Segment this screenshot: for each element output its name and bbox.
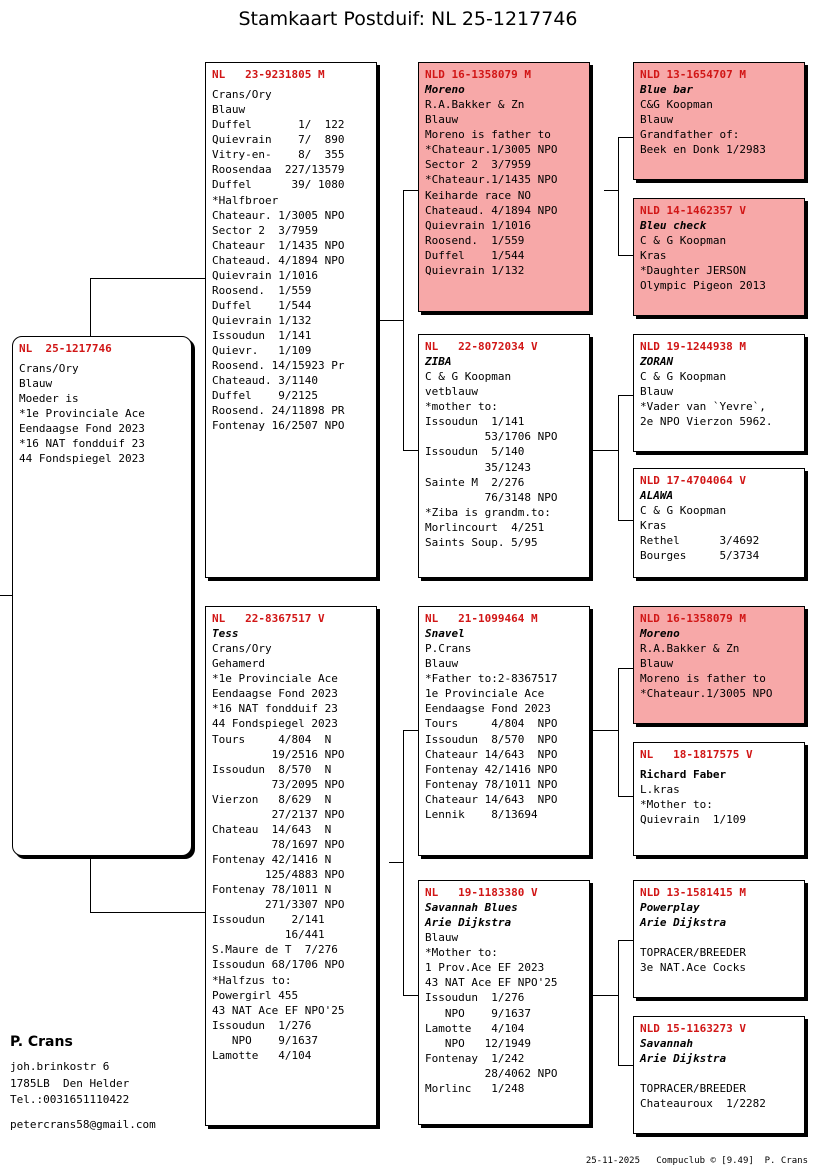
card-details <box>19 361 185 466</box>
detail-line: *16 NAT fondduif 23 <box>19 437 145 451</box>
card-details <box>212 87 370 433</box>
connector-g2b-vertical <box>618 395 619 520</box>
detail-line: Quievrain 1/109 <box>640 813 746 827</box>
connector-sire-vertical <box>403 190 404 450</box>
connector-sire-top <box>403 190 418 191</box>
card-details <box>425 930 583 1096</box>
pedigree-card-gen3-7[interactable] <box>633 1016 805 1134</box>
detail-line: Sainte M 2/276 <box>425 475 525 489</box>
pedigree-card-gen2-0[interactable] <box>418 62 590 312</box>
detail-line: Eendaagse Fond 2023 <box>19 422 145 436</box>
connector-g2d-vertical <box>618 940 619 1065</box>
card-details <box>425 97 583 278</box>
owner-address-line: joh.brinkostr 6 <box>10 1060 110 1073</box>
card-details <box>640 1066 798 1111</box>
ring-number: NL 23-9231805 M <box>212 68 325 81</box>
connector-dam-bottom <box>403 995 418 996</box>
connector-dam-top <box>403 730 418 731</box>
card-details <box>640 930 798 975</box>
connector-subject-top <box>90 278 205 279</box>
detail-line: Chateaud. 3/1140 <box>212 374 318 388</box>
pigeon-name: Snavel <box>425 627 465 641</box>
detail-line: vetblauw <box>425 385 478 399</box>
detail-line: Keiharde race NO <box>425 188 531 202</box>
detail-line: TOPRACER/BREEDER <box>640 946 746 960</box>
detail-line: Fontenay 16/2507 NPO <box>212 419 345 433</box>
connector-g2b-in <box>590 450 618 451</box>
detail-line: Vierzon 8/629 N <box>212 792 332 806</box>
detail-line: *Ziba is grandm.to: <box>425 505 551 519</box>
detail-line: P.Crans <box>425 642 472 656</box>
pigeon-name: Blue bar <box>640 83 693 97</box>
detail-line: C & G Koopman <box>640 504 727 518</box>
detail-line: Bourges 5/3734 <box>640 549 760 563</box>
detail-line: R.A.Bakker & Zn <box>640 642 740 656</box>
detail-line: Olympic Pigeon 2013 <box>640 279 766 293</box>
detail-line: NPO 9/1637 <box>212 1033 318 1047</box>
pedigree-card-gen3-4[interactable] <box>633 606 805 724</box>
detail-line: Saints Soup. 5/95 <box>425 535 538 549</box>
pedigree-card-gen2-2[interactable] <box>418 606 590 856</box>
detail-line: Roosend. 1/559 <box>425 233 525 247</box>
pigeon-name: Moreno <box>640 627 680 641</box>
ring-number: NLD 17-4704064 V <box>640 474 746 487</box>
detail-line: Chateauroux 1/2282 <box>640 1097 766 1111</box>
detail-line: *1e Provinciale Ace <box>212 672 338 686</box>
connector-g2d-top <box>618 940 633 941</box>
card-details <box>640 767 798 827</box>
detail-line: Issoudun 68/1706 NPO <box>212 958 345 972</box>
connector-dam-vertical <box>403 730 404 995</box>
detail-line: 76/3148 NPO <box>425 490 558 504</box>
pigeon-name: Bleu check <box>640 219 707 233</box>
detail-line: Blauw <box>425 931 459 945</box>
detail-line: Kras <box>640 249 667 263</box>
detail-line: Fontenay 42/1416 NPO <box>425 762 558 776</box>
card-details <box>640 97 798 157</box>
detail-line: Blauw <box>640 385 674 399</box>
ring-number: NLD 16-1358079 M <box>425 68 531 81</box>
pedigree-card-subject[interactable] <box>12 336 192 856</box>
detail-line: 1e Provinciale Ace <box>425 687 545 701</box>
pigeon-breeder: Arie Dijkstra <box>425 916 512 930</box>
detail-line: Crans/Ory <box>212 88 272 102</box>
detail-line: *mother to: <box>425 400 498 414</box>
detail-line: Fontenay 42/1416 N <box>212 853 332 866</box>
detail-line: 271/3307 NPO <box>212 898 345 912</box>
detail-line: Eendaagse Fond 2023 <box>212 687 338 701</box>
detail-line: 125/4883 NPO <box>212 868 345 882</box>
detail-line: Chateaur 14/643 NPO <box>425 792 558 806</box>
pedigree-card-gen3-6[interactable] <box>633 880 805 998</box>
connector-dam-in <box>389 862 403 863</box>
card-details <box>425 369 583 550</box>
detail-line: C&G Koopman <box>640 98 713 112</box>
detail-line: Quievr. 1/109 <box>212 344 312 358</box>
card-details <box>212 641 370 1063</box>
detail-line: 43 NAT Ace EF NPO'25 <box>425 976 558 990</box>
detail-line: *Halfbroer <box>212 193 279 207</box>
ring-number: NLD 13-1581415 M <box>640 886 746 899</box>
detail-line: Moeder is <box>19 392 79 406</box>
detail-line: Blauw <box>19 377 53 391</box>
connector-g2c-in <box>590 730 618 731</box>
detail-line: 53/1706 NPO <box>425 430 558 444</box>
pigeon-name: Savannah <box>640 1037 693 1051</box>
detail-line: 19/2516 NPO <box>212 747 345 761</box>
detail-line: C & G Koopman <box>640 370 727 384</box>
detail-line: Beek en Donk 1/2983 <box>640 143 766 157</box>
detail-line: Issoudun 1/141 <box>212 329 312 343</box>
detail-line: C & G Koopman <box>640 234 727 248</box>
pigeon-name: Moreno <box>425 83 465 97</box>
detail-line: Roosend. 14/15923 Pr <box>212 359 345 373</box>
detail-line: *Halfzus to: <box>212 973 292 987</box>
detail-line: Fontenay 1/242 <box>425 1051 525 1065</box>
connector-g2b-top <box>618 395 633 396</box>
page-title: Stamkaart Postduif: NL 25-1217746 <box>238 8 578 30</box>
detail-line: *Chateaur.1/1435 NPO <box>425 173 558 187</box>
detail-line: NPO 9/1637 <box>425 1006 531 1020</box>
pedigree-card-gen3-2[interactable] <box>633 334 805 452</box>
detail-line: Blauw <box>425 113 459 127</box>
connector-g2a-top <box>618 137 633 138</box>
detail-line: Issoudun 1/276 <box>212 1018 312 1032</box>
detail-line: R.A.Bakker & Zn <box>425 98 525 112</box>
ring-number: NL 21-1099464 M <box>425 612 538 625</box>
connector-g2a-vertical <box>618 137 619 255</box>
pedigree-card-sire[interactable] <box>205 62 377 578</box>
detail-line: 43 NAT Ace EF NPO'25 <box>212 1003 345 1017</box>
detail-line: 73/2095 NPO <box>212 777 345 791</box>
detail-line: Vitry-en- 8/ 355 <box>212 148 345 162</box>
detail-line: 16/441 <box>212 928 325 942</box>
detail-line: Tours 4/804 NPO <box>425 717 558 731</box>
owner-phone: Tel.:0031651110422 <box>10 1093 130 1106</box>
pigeon-name: Savannah Blues <box>425 901 518 915</box>
detail-line: Quievrain 7/ 890 <box>212 133 345 147</box>
ring-number: NLD 13-1654707 M <box>640 68 746 81</box>
detail-line: Roosendaa 227/13579 <box>212 163 345 177</box>
card-details <box>640 369 798 429</box>
detail-line: Rethel 3/4692 <box>640 534 760 548</box>
detail-line: *Chateaur.1/3005 NPO <box>425 143 558 157</box>
owner-address-line: 1785LB Den Helder <box>10 1076 130 1090</box>
detail-line: 78/1697 NPO <box>212 837 345 851</box>
detail-line: Tours 4/804 N <box>212 732 332 746</box>
detail-line: Fontenay 78/1011 N <box>212 883 332 897</box>
ring-number: NLD 14-1462357 V <box>640 204 746 217</box>
detail-line: *1e Provinciale Ace <box>19 407 145 421</box>
detail-line: Moreno is father to <box>425 128 551 142</box>
detail-line: Issoudun 8/570 NPO <box>425 732 558 746</box>
detail-line: Chateau 14/643 N <box>212 822 332 836</box>
detail-line: 44 Fondspiegel 2023 <box>212 717 338 731</box>
detail-line: 35/1243 <box>425 460 531 474</box>
pigeon-breeder: Arie Dijkstra <box>640 916 727 930</box>
detail-line: *Vader van `Yevre`, <box>640 400 766 414</box>
detail-line: *Mother to: <box>425 946 498 960</box>
owner-block <box>10 1032 156 1133</box>
pedigree-card-gen3-1[interactable] <box>633 198 805 316</box>
pigeon-name: ZIBA <box>425 355 452 369</box>
connector-sire-in <box>380 320 403 321</box>
detail-line: Chateaur. 1/3005 NPO <box>212 208 345 222</box>
pigeon-name: Tess <box>212 627 239 641</box>
detail-line: 3e NAT.Ace Cocks <box>640 961 746 975</box>
pigeon-name: ZORAN <box>640 355 674 369</box>
detail-line: Quievrain 1/132 <box>425 263 525 277</box>
ring-number: NL 19-1183380 V <box>425 886 538 899</box>
detail-line: Issoudun 1/141 <box>425 415 525 429</box>
owner-email[interactable]: petercrans58@gmail.com <box>10 1117 156 1131</box>
detail-line: 28/4062 NPO <box>425 1066 558 1080</box>
ring-number: NL 22-8072034 V <box>425 340 538 353</box>
detail-line: *Chateaur.1/3005 NPO <box>640 687 773 701</box>
card-details <box>640 233 798 293</box>
card-details <box>425 641 583 822</box>
detail-line: Blauw <box>640 113 674 127</box>
pigeon-name: ALAWA <box>640 489 674 503</box>
card-details <box>640 503 798 563</box>
detail-line: Quievrain 1/1016 <box>212 268 318 282</box>
pedigree-card-gen3-3[interactable] <box>633 468 805 578</box>
detail-line: Powergirl 455 <box>212 988 299 1002</box>
connector-g2d-bottom <box>618 1065 633 1066</box>
detail-line: Sector 2 3/7959 <box>212 223 318 237</box>
detail-line: 2e NPO Vierzon 5962. <box>640 415 773 429</box>
ring-number: NLD 15-1163273 V <box>640 1022 746 1035</box>
pigeon-breeder: Arie Dijkstra <box>640 1052 727 1066</box>
detail-line: Crans/Ory <box>212 642 272 656</box>
footer-text: 25-11-2025 Compuclub © [9.49] P. Crans <box>585 1156 808 1166</box>
pedigree-card-gen3-0[interactable] <box>633 62 805 180</box>
pedigree-card-gen2-3[interactable] <box>418 880 590 1125</box>
card-details <box>640 641 798 701</box>
detail-line: Blauw <box>212 103 246 117</box>
detail-line: 44 Fondspiegel 2023 <box>19 452 145 466</box>
detail-line: Sector 2 3/7959 <box>425 158 531 172</box>
detail-line: Duffel 1/ 122 <box>212 118 345 132</box>
pedigree-card-gen2-1[interactable] <box>418 334 590 578</box>
detail-line: NPO 12/1949 <box>425 1036 531 1050</box>
ring-number: NLD 19-1244938 M <box>640 340 746 353</box>
pedigree-card-gen3-5[interactable] <box>633 742 805 856</box>
detail-line: Issoudun 1/276 <box>425 991 525 1005</box>
detail-line: Roosend. 1/559 <box>212 283 312 297</box>
detail-line: Issoudun 5/140 <box>425 445 525 459</box>
connector-g2c-bottom <box>618 796 633 797</box>
connector-g2a-in <box>604 190 618 191</box>
detail-line: Issoudun 2/141 <box>212 913 325 927</box>
detail-line: Crans/Ory <box>19 362 79 376</box>
detail-line: Blauw <box>425 657 459 671</box>
detail-line: C & G Koopman <box>425 370 512 384</box>
detail-line: Duffel 1/544 <box>212 298 312 312</box>
detail-line: Duffel 39/ 1080 <box>212 178 345 192</box>
detail-line: Duffel 1/544 <box>425 248 525 262</box>
detail-line: Chateaur 14/643 NPO <box>425 747 558 761</box>
connector-sire-bottom <box>403 450 418 451</box>
detail-line: Gehamerd <box>212 657 265 671</box>
ring-number: NL 18-1817575 V <box>640 748 753 761</box>
pedigree-card-dam[interactable] <box>205 606 377 1126</box>
owner-name: P. Crans <box>10 1034 73 1050</box>
detail-line: L.kras <box>640 783 680 797</box>
detail-line: Morlinc 1/248 <box>425 1081 525 1095</box>
ring-number: NL 25-1217746 <box>19 342 112 355</box>
detail-line <box>640 930 798 945</box>
detail-line: Quievrain 1/1016 <box>425 218 531 232</box>
detail-line: Chateaur 1/1435 NPO <box>212 238 345 252</box>
detail-line: Issoudun 8/570 N <box>212 762 332 776</box>
detail-line: Grandfather of: <box>640 128 740 142</box>
detail-line <box>640 1066 798 1081</box>
ring-number: NLD 16-1358079 M <box>640 612 746 625</box>
ring-number: NL 22-8367517 V <box>212 612 325 625</box>
detail-line: Blauw <box>640 657 674 671</box>
connector-g2c-top <box>618 668 633 669</box>
detail-line: Duffel 9/2125 <box>212 389 318 403</box>
connector-g2c-vertical <box>618 668 619 796</box>
detail-line: Lamotte 4/104 <box>425 1021 525 1035</box>
detail-line: *Mother to: <box>640 798 713 812</box>
detail-line: *Father to:2-8367517 <box>425 672 558 686</box>
pigeon-name: Powerplay <box>640 901 700 915</box>
detail-line: *16 NAT fondduif 23 <box>212 702 338 716</box>
detail-line: *Daughter JERSON <box>640 264 746 278</box>
detail-line: Roosend. 24/11898 PR <box>212 404 345 418</box>
detail-line: Lamotte 4/104 <box>212 1048 312 1062</box>
detail-line: Richard Faber <box>640 768 727 782</box>
detail-line: Kras <box>640 519 667 533</box>
detail-line: Eendaagse Fond 2023 <box>425 702 551 716</box>
connector-g2a-bottom <box>618 255 633 256</box>
detail-line: Morlincourt 4/251 <box>425 520 545 534</box>
detail-line: Chateaud. 4/1894 NPO <box>425 203 558 217</box>
detail-line: Chateaud. 4/1894 NPO <box>212 253 345 267</box>
detail-line: Lennik 8/13694 <box>425 807 538 821</box>
detail-line: Quievrain 1/132 <box>212 314 312 327</box>
connector-g2d-in <box>590 995 618 996</box>
detail-line: TOPRACER/BREEDER <box>640 1082 746 1096</box>
connector-subject-bottom <box>90 912 205 913</box>
detail-line: 27/2137 NPO <box>212 807 345 821</box>
detail-line: Moreno is father to <box>640 672 766 686</box>
detail-line: S.Maure de T 7/276 <box>212 943 338 957</box>
connector-g2b-bottom <box>618 520 633 521</box>
detail-line: 1 Prov.Ace EF 2023 <box>425 961 545 975</box>
detail-line: Fontenay 78/1011 NPO <box>425 777 558 791</box>
